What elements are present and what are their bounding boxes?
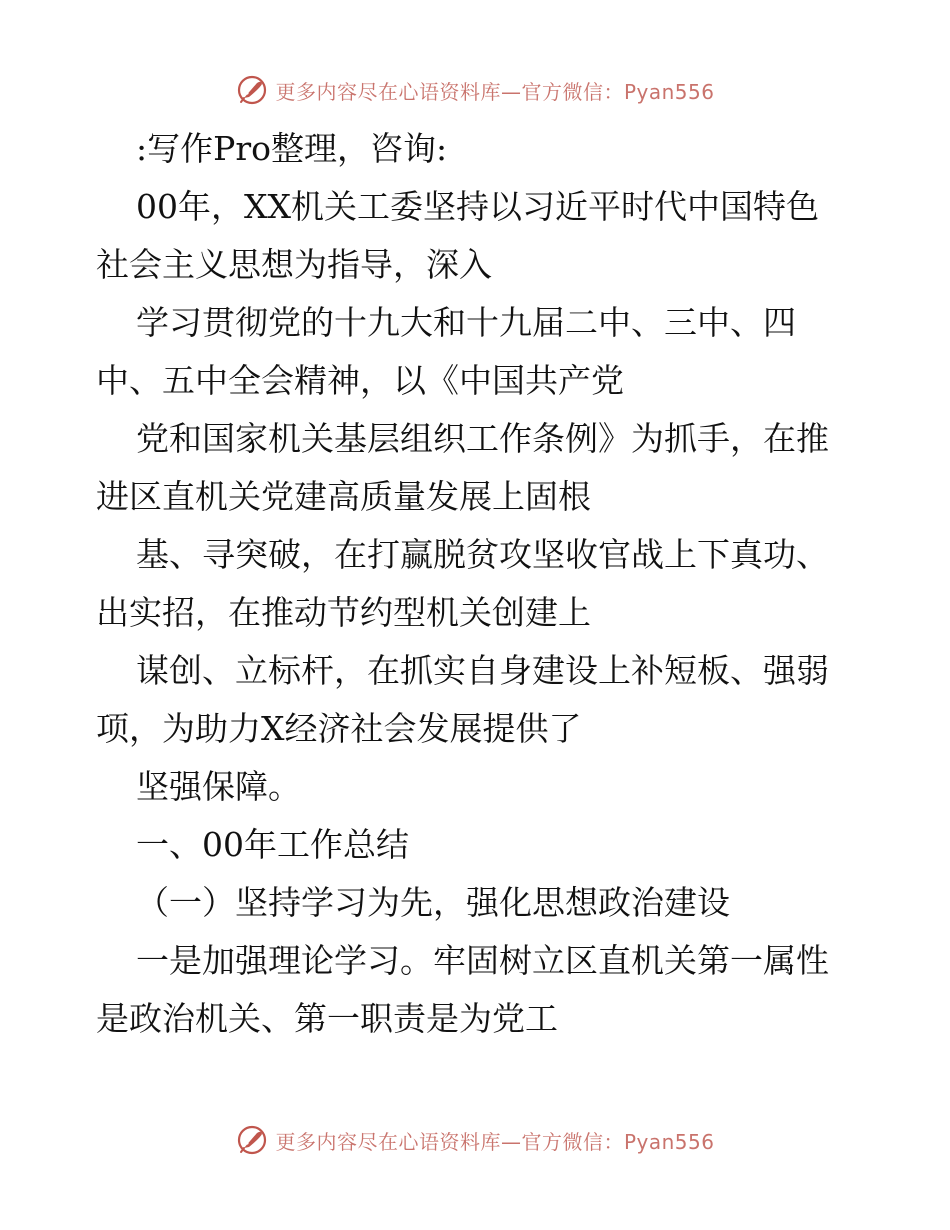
text-line: 基、寻突破，在打赢脱贫攻坚收官战上下真功、 [136, 535, 829, 574]
text-line: 出实招，在推动节约型机关创建上 [96, 593, 591, 632]
text-line: 学习贯彻党的十九大和十九届二中、三中、四 [136, 303, 796, 342]
text-line: 00年，XX机关工委坚持以习近平时代中国特色 [136, 187, 819, 226]
text-line: 进区直机关党建高质量发展上固根 [96, 477, 591, 516]
header-banner [0, 70, 950, 110]
header-banner-text: 更多内容尽在心语资料库—官方微信：Pyan556 [275, 79, 715, 104]
text-line: 中、五中全会精神，以《中国共产党 [96, 361, 624, 400]
quill-pen-logo-icon [235, 1123, 269, 1157]
text-line: 是政治机关、第一职责是为党工 [96, 999, 558, 1038]
section-heading: 一、00年工作总结 [136, 825, 409, 864]
footer-banner-text: 更多内容尽在心语资料库—官方微信：Pyan556 [275, 1129, 715, 1154]
footer-banner [0, 1120, 950, 1160]
document-body [96, 120, 866, 1048]
text-line: 社会主义思想为指导，深入 [96, 245, 492, 284]
subsection-heading: （一）坚持学习为先，强化思想政治建设 [136, 883, 730, 922]
text-line: 谋创、立标杆，在抓实自身建设上补短板、强弱 [136, 651, 829, 690]
quill-pen-logo-icon [235, 73, 269, 107]
text-line: :写作Pro整理，咨询: [136, 129, 448, 168]
text-line: 项，为助力X经济社会发展提供了 [96, 709, 582, 748]
text-line: 一是加强理论学习。牢固树立区直机关第一属性 [136, 941, 829, 980]
text-line: 党和国家机关基层组织工作条例》为抓手，在推 [136, 419, 829, 458]
text-line: 坚强保障。 [136, 767, 301, 806]
